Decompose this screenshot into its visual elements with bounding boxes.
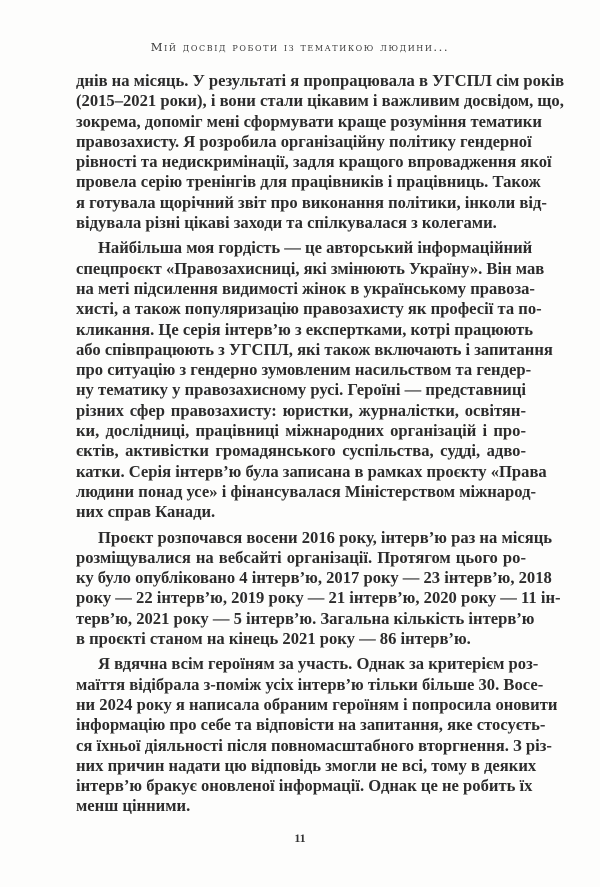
text-line: року — 22 інтерв’ю, 2019 року — 21 інтерв’ю, 2020 року — 11 ін- <box>76 588 561 608</box>
text-line: в проєкті станом на кінець 2021 року — 86 інтерв’ю. <box>76 629 471 649</box>
text-line: них справ Канади. <box>76 502 216 522</box>
text-line: зокрема, допоміг мені сформувати краще розуміння тематики <box>76 111 542 131</box>
text-line: правозахисту. Я розробила організаційну політику гендерної <box>76 131 532 151</box>
text-line: про ситуацію з гендерно зумовленим насильством та гендер- <box>76 360 532 380</box>
text-line: менш цінними. <box>76 796 191 816</box>
text-line: кликання. Це серія інтерв’ю з експертками, котрі працюють <box>76 319 534 339</box>
paragraph <box>76 71 565 233</box>
text-line: рівності та недискримінації, задля кращого впровадження якої <box>76 152 552 172</box>
text-line: ки, дослідниці, працівниці міжнародних організацій і про- <box>76 421 526 441</box>
text-line: хисті, а також популяризацію правозахисту як професії та по- <box>76 299 542 319</box>
text-line: маїття відібрала з-поміж усіх інтерв’ю тільки більше 30. Восе- <box>76 674 544 694</box>
text-line: різних сфер правозахисту: юристки, журналістки, освітян- <box>76 400 526 420</box>
text-line: ся їхньої діяльності після повномасштабного вторгнення. З різ- <box>76 735 552 755</box>
body-text <box>76 71 565 822</box>
text-line: Найбільша моя гордість — це авторський інформаційний <box>98 238 533 258</box>
text-line: спецпроєкт «Правозахисниці, які змінюють Україну». Він мав <box>76 258 545 278</box>
text-line: на меті підсилення видимості жінок в українському правоза- <box>76 278 535 298</box>
text-line: провела серію тренінгів для працівників і працівниць. Також <box>76 172 541 192</box>
paragraph <box>76 654 558 816</box>
text-line: днів на місяць. У результаті я пропрацювала в УГСПЛ сім років <box>76 71 565 90</box>
paragraph <box>76 238 553 522</box>
text-line: розміщувалися на вебсайті організації. Протягом цього ро- <box>76 547 526 567</box>
page-number: 11 <box>294 831 306 845</box>
text-line: катки. Серія інтерв’ю була записана в рамках проєкту «Права <box>76 461 547 481</box>
text-line: терв’ю, 2021 року — 5 інтерв’ю. Загальна кількість інтерв’ю <box>76 608 535 628</box>
text-line: або співпрацюють з УГСПЛ, які також включають і запитання <box>76 339 553 359</box>
text-line: відувала різні цікаві заходи та спілкувалася з колегами. <box>76 213 497 233</box>
text-line: ни 2024 року я написала обраним героїням і попросила оновити <box>76 694 558 714</box>
text-line: інтерв’ю бракує оновленої інформації. Однак це не робить їх <box>76 776 533 796</box>
paragraph <box>76 527 561 650</box>
text-line: Проєкт розпочався восени 2016 року, інтерв’ю раз на місяць <box>98 527 553 547</box>
text-line: Я вдячна всім героїням за участь. Однак за критерієм роз- <box>98 654 539 674</box>
running-head: Мій досвід роботи із тематикою людини... <box>150 40 450 54</box>
text-line: я готувала щорічний звіт про виконання політики, інколи від- <box>76 192 547 212</box>
text-line: людини понад усе» і фінансувалася Міністерством міжнарод- <box>76 481 537 501</box>
text-line: ку було опубліковано 4 інтерв’ю, 2017 року — 23 інтерв’ю, 2018 <box>76 568 552 588</box>
text-line: ну тематику у правозахисному русі. Героїні — представниці <box>76 380 526 400</box>
text-line: (2015–2021 роки), і вони стали цікавим і важливим досвідом, що, <box>76 91 564 111</box>
text-line: єктів, активістки громадянського суспільства, судді, адво- <box>76 441 526 461</box>
text-line: них причин надати цю відповідь змогли не всі, тому в деяких <box>76 755 537 775</box>
text-line: інформацію про себе та відповісти на запитання, яке стосуєть- <box>76 715 546 735</box>
